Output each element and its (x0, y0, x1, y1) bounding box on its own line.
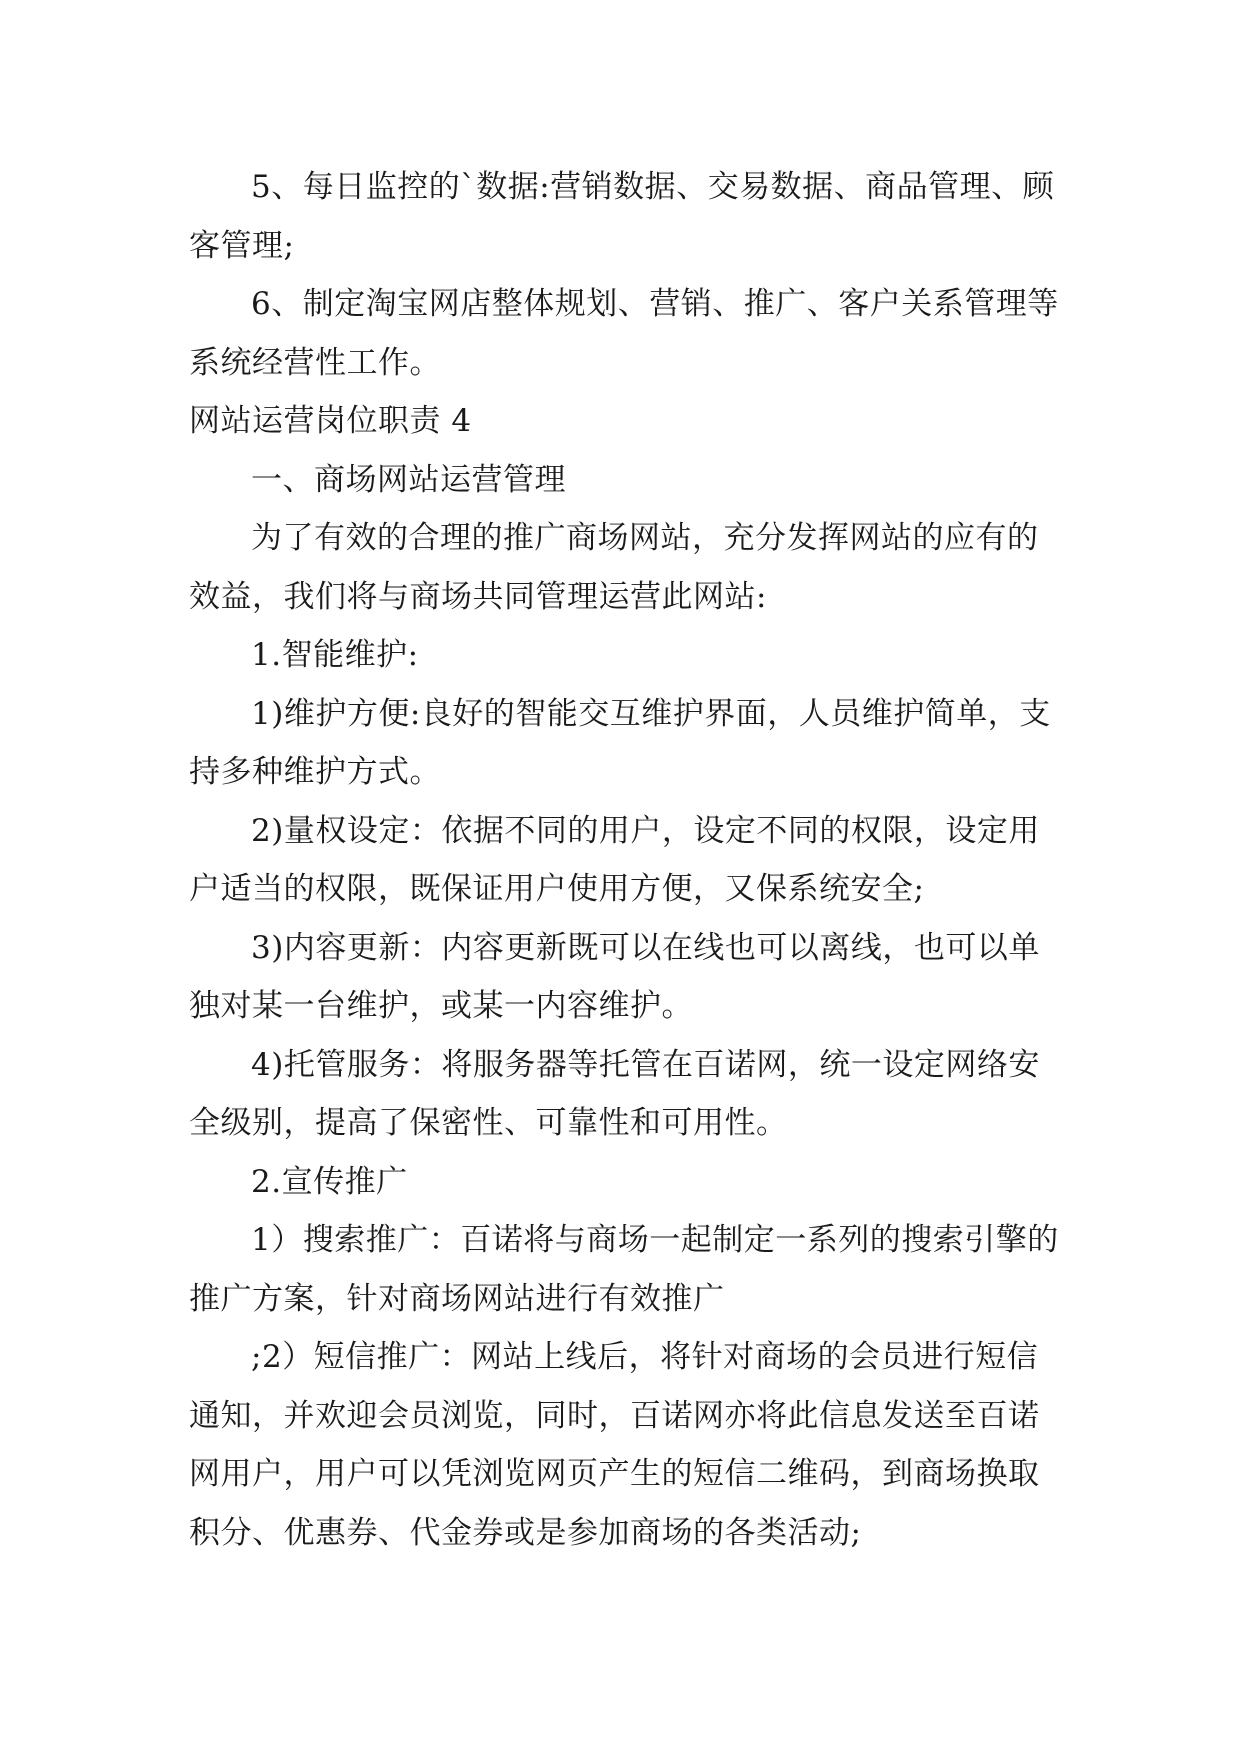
intro-paragraph: 为了有效的合理的推广商场网站，充分发挥网站的应有的效益，我们将与商场共同管理运营此网站: (189, 520, 1039, 615)
section-heading: 网站运营岗位职责 4 (189, 403, 472, 439)
paragraph-item-5: 5、每日监控的`数据:营销数据、交易数据、商品管理、顾客管理; (189, 169, 1055, 264)
list-item-maintenance-3: 3)内容更新：内容更新既可以在线也可以离线，也可以单独对某一台维护，或某一内容维护。 (189, 929, 1040, 1024)
list-item-maintenance-1: 1)维护方便:良好的智能交互维护界面，人员维护简单，支持多种维护方式。 (189, 695, 1051, 790)
document-body (189, 158, 1059, 1562)
paragraph-item-6: 6、制定淘宝网店整体规划、营销、推广、客户关系管理等系统经营性工作。 (189, 286, 1059, 381)
list-item-maintenance-4: 4)托管服务：将服务器等托管在百诺网，统一设定网络安全级别，提高了保密性、可靠性和可用性。 (189, 1046, 1040, 1141)
list-item-promotion-2: ;2）短信推广：网站上线后，将针对商场的会员进行短信通知，并欢迎会员浏览，同时，百诺网亦将此信息发送至百诺网用户，用户可以凭浏览网页产生的短信二维码，到商场换取积分、优惠券、代金券或是参加商场的各类活动; (189, 1339, 1040, 1551)
list-item-maintenance-2: 2)量权设定：依据不同的用户，设定不同的权限，设定用户适当的权限，既保证用户使用方便，又保系统安全; (189, 812, 1040, 907)
list-heading-maintenance: 1.智能维护: (251, 637, 419, 673)
list-heading-promotion: 2.宣传推广 (251, 1163, 408, 1200)
subsection-title: 一、商场网站运营管理 (251, 461, 566, 498)
list-item-promotion-1: 1）搜索推广：百诺将与商场一起制定一系列的搜索引擎的推广方案，针对商场网站进行有效推广 (189, 1222, 1059, 1317)
